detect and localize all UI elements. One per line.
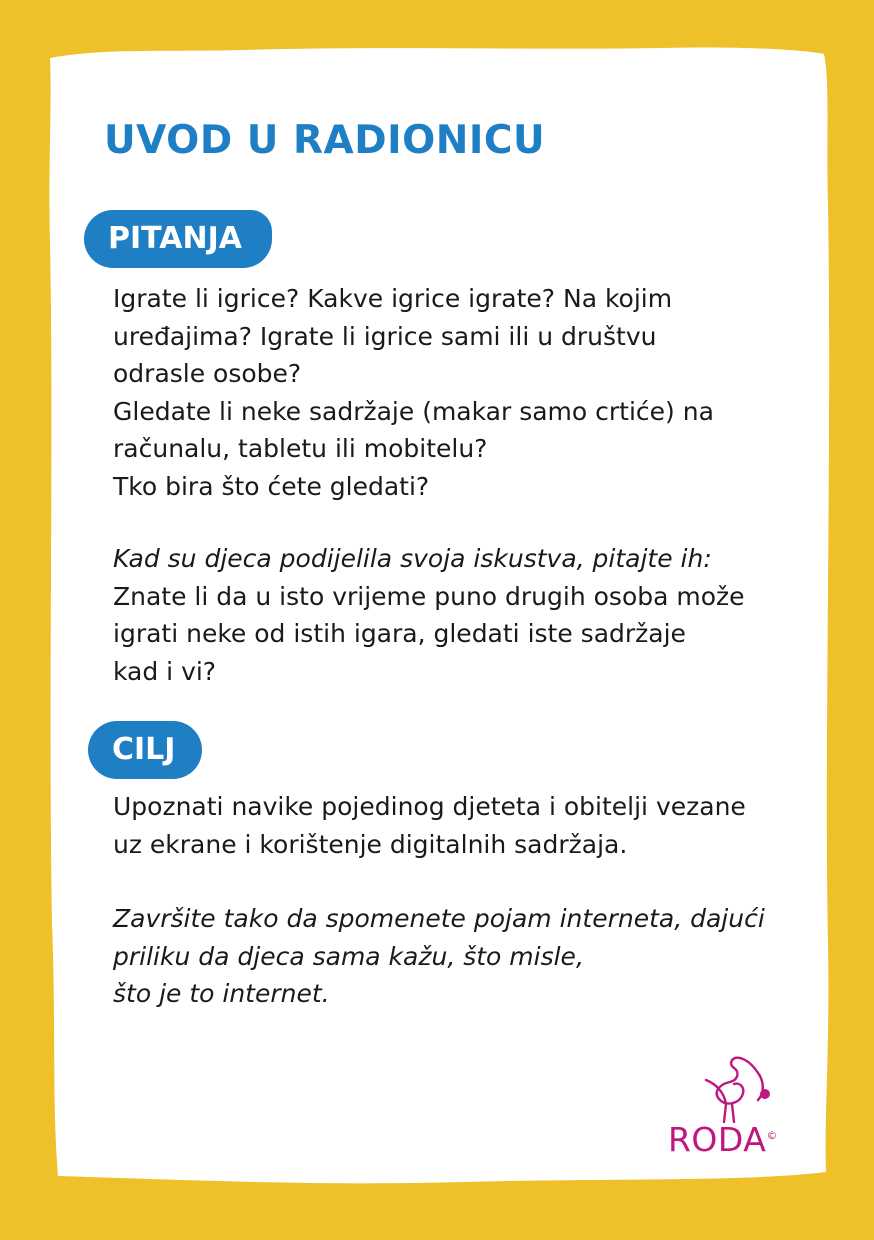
closing-line: što je to internet. <box>113 979 330 1008</box>
closing-text <box>113 900 765 1013</box>
questions-line: Gledate li neke sadržaje (makar samo crtiće) na <box>113 396 714 426</box>
content-card <box>44 44 830 1186</box>
roda-logo-text <box>668 1120 778 1159</box>
page-title: UVOD U RADIONICU <box>104 118 546 163</box>
followup-line: Znate li da u isto vrijeme puno drugih osoba može <box>113 581 745 611</box>
goal-line: Upoznati navike pojedinog djeteta i obitelji vezane <box>113 792 746 821</box>
closing-line: priliku da djeca sama kažu, što misle, <box>113 941 584 971</box>
questions-line: računalu, tabletu ili mobitelu? <box>113 434 488 463</box>
roda-logo <box>668 1054 788 1159</box>
questions-line: odrasle osobe? <box>113 359 302 388</box>
stork-icon <box>668 1054 788 1124</box>
goal-line: uz ekrane i korištenje digitalnih sadržaja. <box>113 829 628 859</box>
questions-line: uređajima? Igrate li igrice sami ili u društvu <box>113 321 657 351</box>
followup-text <box>113 540 745 690</box>
questions-badge: PITANJA <box>84 210 272 268</box>
logo-word: RODA <box>668 1120 767 1159</box>
followup-line: igrati neke od istih igara, gledati iste sadržaje <box>113 619 686 648</box>
questions-text <box>113 280 714 505</box>
followup-line: kad i vi? <box>113 656 217 686</box>
goal-badge: CILJ <box>88 721 202 779</box>
followup-intro: Kad su djeca podijelila svoja iskustva, pitajte ih: <box>113 544 712 573</box>
copyright-symbol: © <box>766 1129 778 1142</box>
questions-line: Tko bira što ćete gledati? <box>113 471 430 501</box>
goal-text <box>113 788 746 863</box>
questions-line: Igrate li igrice? Kakve igrice igrate? Na kojim <box>113 284 673 313</box>
closing-line: Završite tako da spomenete pojam interneta, dajući <box>113 904 765 933</box>
